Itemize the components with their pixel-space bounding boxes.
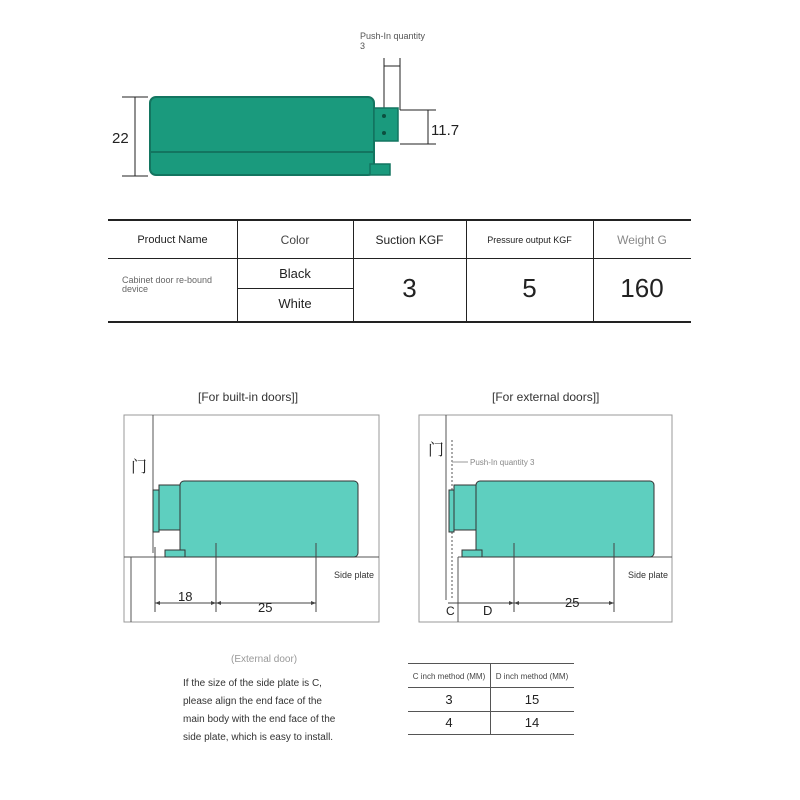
header-color: Color (280, 232, 310, 247)
push-in-value: 3 (360, 41, 366, 51)
external-dim-c: C (446, 604, 455, 618)
cd-cell: 3 (445, 692, 453, 707)
built-in-side-plate-label: Side plate (334, 570, 375, 580)
cd-header-c: C inch method (MM) (412, 671, 486, 681)
cd-header-d: D inch method (MM) (495, 671, 569, 681)
cd-table (408, 663, 574, 735)
cd-cell: 4 (445, 715, 453, 730)
installation-notes (183, 675, 363, 747)
top-device-diagram (122, 58, 436, 176)
color-white: White (278, 296, 312, 311)
product-name-value: Cabinet door re-bound device (122, 275, 213, 294)
external-push-in-label: Push-In quantity 3 (470, 458, 535, 467)
header-product-name: Product Name (137, 233, 208, 246)
color-black: Black (279, 265, 311, 281)
external-title: [For external doors]] (492, 390, 600, 404)
push-in-label: Push-In quantity (360, 31, 426, 41)
built-in-dim-25: 25 (258, 600, 273, 615)
note-line: please align the end face of the (183, 696, 322, 707)
weight-value: 160 (620, 273, 664, 303)
external-dim-25: 25 (565, 595, 580, 610)
built-in-device-body (180, 481, 358, 557)
header-weight: Weight G (617, 232, 667, 247)
header-pressure: Pressure output KGF (487, 234, 572, 245)
note-line: side plate, which is easy to install. (183, 732, 334, 743)
external-door-label: 门 (428, 442, 445, 459)
built-in-door-label: 门 (131, 459, 148, 476)
device-body (150, 97, 374, 175)
header-suction: Suction KGF (375, 232, 444, 247)
built-in-door-plate (153, 490, 159, 532)
cd-cell: 15 (524, 692, 540, 707)
external-side-plate-label: Side plate (628, 570, 669, 580)
cd-cell: 14 (524, 715, 540, 730)
external-door-caption: (External door) (231, 654, 298, 665)
head-dimension: 11.7 (431, 122, 460, 139)
external-door-plate (449, 490, 454, 532)
note-line: main body with the end face of the (183, 714, 336, 725)
external-dim-d: D (483, 603, 493, 618)
spec-table (108, 219, 691, 323)
external-device-body (476, 481, 654, 557)
height-dimension: 22 (112, 130, 129, 147)
note-line: If the size of the side plate is C, (183, 678, 322, 689)
device-head (374, 108, 398, 141)
pressure-value: 5 (522, 273, 537, 303)
built-in-title: [For built-in doors]] (198, 390, 299, 404)
suction-value: 3 (402, 273, 417, 303)
built-in-dim-18: 18 (178, 589, 193, 604)
